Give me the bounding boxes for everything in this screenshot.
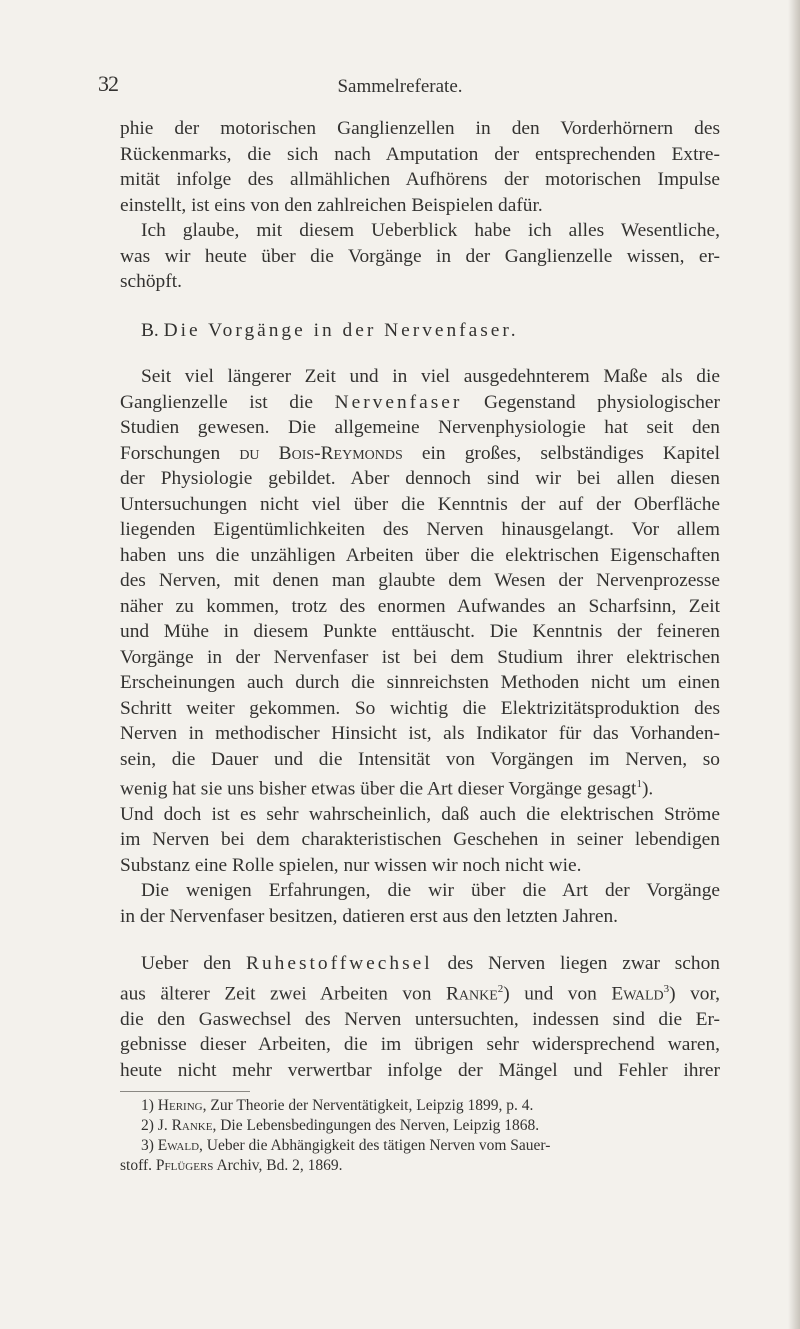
text-line: Und doch ist es sehr wahrscheinlich, daß auch die elektrischen Ströme — [120, 803, 720, 825]
text-line: aus älterer Zeit zwei Arbeiten von Ranke$^2$) und von Ewald$^3$) vor, — [120, 982, 720, 1005]
section-title: Die Vorgänge in der Nervenfaser. — [163, 319, 519, 341]
footnote: 3) Ewald, Ueber die Abhängigkeit des tätigen Nerven vom Sauer- — [141, 1137, 551, 1155]
text-line: Ueber den Ruhestoffwechsel des Nerven liegen zwar schon — [141, 953, 720, 975]
section-prefix: B. — [141, 319, 159, 341]
text-line: gebnisse dieser Arbeiten, die im übrigen sehr widersprechend waren, — [120, 1034, 720, 1056]
text-line: Rückenmarks, die sich nach Amputation der entsprechenden Extre- — [120, 143, 720, 165]
emphasis-term: Ruhestoffwechsel — [246, 953, 433, 975]
text-line: wenig hat sie uns bisher etwas über die Art dieser Vorgänge gesagt$^1$). — [120, 778, 654, 800]
footnote-divider — [120, 1091, 250, 1092]
text-line: Ich glaube, mit diesem Ueberblick habe ich alles Wesentliche, — [141, 220, 720, 241]
text-line: die den Gaswechsel des Nerven untersuchten, indessen sind die Er- — [120, 1008, 720, 1030]
text-line: Forschungen du Bois-Reymonds ein großes, selbständiges Kapitel — [120, 442, 720, 464]
page-edge-shadow — [788, 0, 800, 1329]
text-line: phie der motorischen Ganglienzellen in den Vorderhörnern des — [120, 118, 720, 139]
footnote-ref: 2 — [497, 982, 504, 995]
text-line: haben uns die unzähligen Arbeiten über die elektrischen Eigenschaften — [120, 544, 720, 566]
footnote: 2) J. Ranke, Die Lebensbedingungen des Nerven, Leipzig 1868. — [141, 1117, 540, 1135]
text-line: Erscheinungen auch durch die sinnreichsten Methoden nicht um einen — [120, 672, 720, 693]
text-line: in der Nervenfaser besitzen, datieren erst aus den letzten Jahren. — [120, 905, 619, 927]
text-line: Die wenigen Erfahrungen, die wir über die Art der Vorgänge — [141, 880, 720, 902]
page-body — [120, 116, 720, 1176]
text-line: einstellt, ist eins von den zahlreichen Beispielen dafür. — [120, 194, 543, 216]
text-line: der Physiologie gebildet. Aber dennoch sind wir bei allen diesen — [120, 468, 720, 489]
author-name: du Bois-Reymonds — [239, 442, 403, 464]
author-name: Ewald — [611, 983, 664, 1005]
footnote-ref: 3 — [663, 982, 670, 995]
text-line: schöpft. — [120, 271, 182, 292]
text-line: sein, die Dauer und die Intensität von Vorgängen im Nerven, so — [120, 748, 720, 770]
footnotes — [120, 1096, 720, 1176]
footnote: 1) Hering, Zur Theorie der Nerventätigkeit, Leipzig 1899, p. 4. — [141, 1097, 534, 1115]
text-line: Studien gewesen. Die allgemeine Nervenphysiologie hat seit den — [120, 417, 720, 438]
text-line: des Nerven, mit denen man glaubte dem Wesen der Nervenprozesse — [120, 570, 720, 591]
section-heading — [120, 318, 720, 344]
running-head: Sammelreferate. — [337, 76, 463, 97]
author-name: Ranke — [445, 983, 498, 1005]
text-line: was wir heute über die Vorgänge in der Ganglienzelle wissen, er- — [120, 245, 720, 267]
text-line: Nerven in methodischer Hinsicht ist, als Indikator für das Vorhanden- — [120, 723, 720, 744]
text-line: liegenden Eigentümlichkeiten des Nerven hinausgelangt. Vor allem — [120, 519, 720, 540]
page-number: 32 — [98, 71, 118, 96]
text-line: und Mühe in diesem Punkte enttäuscht. Die Kenntnis der feineren — [120, 621, 720, 642]
text-line: Ganglienzelle ist die Nervenfaser Gegenstand physiologischer — [120, 391, 720, 413]
emphasis-term: Nervenfaser — [334, 391, 463, 413]
text-line: Schritt weiter gekommen. So wichtig die Elektrizitätsproduktion des — [120, 697, 720, 719]
text-line: im Nerven bei dem charakteristischen Geschehen in seiner lebendigen — [120, 829, 720, 851]
text-line: heute nicht mehr verwertbar infolge der Mängel und Fehler ihrer — [120, 1059, 720, 1081]
text-line: Untersuchungen nicht viel über die Kenntnis der auf der Oberfläche — [120, 493, 720, 515]
text-line: Vorgänge in der Nervenfaser ist bei dem Studium ihrer elektrischen — [120, 646, 720, 668]
footnote-continuation: stoff. Pflügers Archiv, Bd. 2, 1869. — [120, 1157, 343, 1175]
footnote-ref: 1 — [636, 778, 642, 790]
text-line: Seit viel längerer Zeit und in viel ausgedehnterem Maße als die — [141, 366, 720, 387]
text-line: mität infolge des allmählichen Aufhörens der motorischen Impulse — [120, 169, 720, 190]
text-line: näher zu kommen, trotz des enormen Aufwandes an Scharfsinn, Zeit — [120, 595, 720, 617]
text-line: Substanz eine Rolle spielen, nur wissen wir noch nicht wie. — [120, 854, 582, 876]
